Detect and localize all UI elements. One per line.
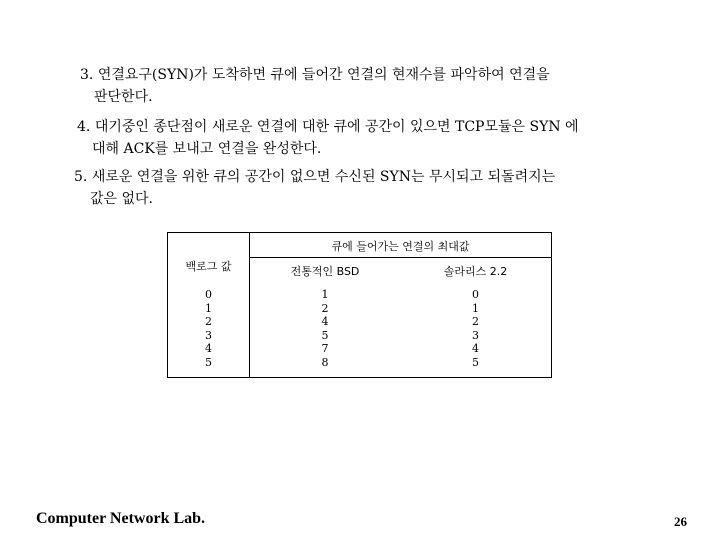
item-text-line2: 판단한다.: [94, 89, 153, 105]
item-text-line1: 새로운 연결을 위한 큐의 공간이 없으면 수신된 SYN는 무시되고 되돌려지는: [91, 169, 556, 185]
item-number: 3.: [80, 67, 94, 83]
item-number: 4.: [77, 119, 91, 135]
footer-lab-name: Computer Network Lab.: [36, 510, 206, 527]
table-cell: 3: [205, 328, 212, 342]
item-number: 5.: [74, 169, 88, 185]
item-text-line2: 대해 ACK를 보내고 연결을 완성한다.: [92, 141, 322, 157]
backlog-table: [167, 232, 552, 378]
item-text-line1: 연결요구(SYN)가 도착하면 큐에 들어간 연결의 현재수를 파악하여 연결을: [97, 67, 550, 83]
table-cell: 7: [321, 342, 329, 356]
table-cell: 4: [205, 342, 212, 356]
table-cell: 3: [472, 328, 479, 342]
table-cell: 5: [205, 355, 212, 369]
item-text-line2: 값은 없다.: [90, 191, 153, 207]
table-cell: 1: [321, 288, 329, 301]
column-header-backlog: 백로그 값: [185, 260, 232, 273]
table-cell: 0: [205, 288, 212, 301]
column-values-bsd: [250, 288, 400, 370]
table-cell: 1: [205, 301, 212, 315]
table-cell: 0: [472, 288, 479, 301]
table-cell: 2: [472, 315, 479, 329]
column-values-solaris: [400, 288, 551, 370]
table-cell: 5: [472, 355, 479, 369]
table-cell: 4: [321, 315, 329, 329]
table-cell: 2: [321, 301, 329, 315]
table-divider: [249, 257, 551, 258]
list-item-4: [77, 116, 579, 160]
item-text-line1: 대기중인 종단점이 새로운 연결에 대한 큐에 공간이 있으면 TCP모듈은 SYN 에: [94, 119, 579, 135]
list-item-3: [80, 64, 550, 108]
table-group-header: 큐에 들어가는 연결의 최대값: [331, 240, 470, 253]
table-cell: 5: [321, 328, 329, 342]
table-cell: 1: [472, 301, 479, 315]
table-cell: 2: [205, 315, 212, 329]
column-header-solaris: 솔라리스 2.2: [443, 265, 508, 278]
table-cell: 8: [321, 355, 329, 369]
column-values-backlog: [168, 288, 249, 370]
column-header-bsd: 전통적인 BSD: [290, 265, 360, 278]
table-cell: 4: [472, 342, 479, 356]
page-number: 26: [674, 514, 687, 529]
list-item-5: [74, 166, 555, 210]
